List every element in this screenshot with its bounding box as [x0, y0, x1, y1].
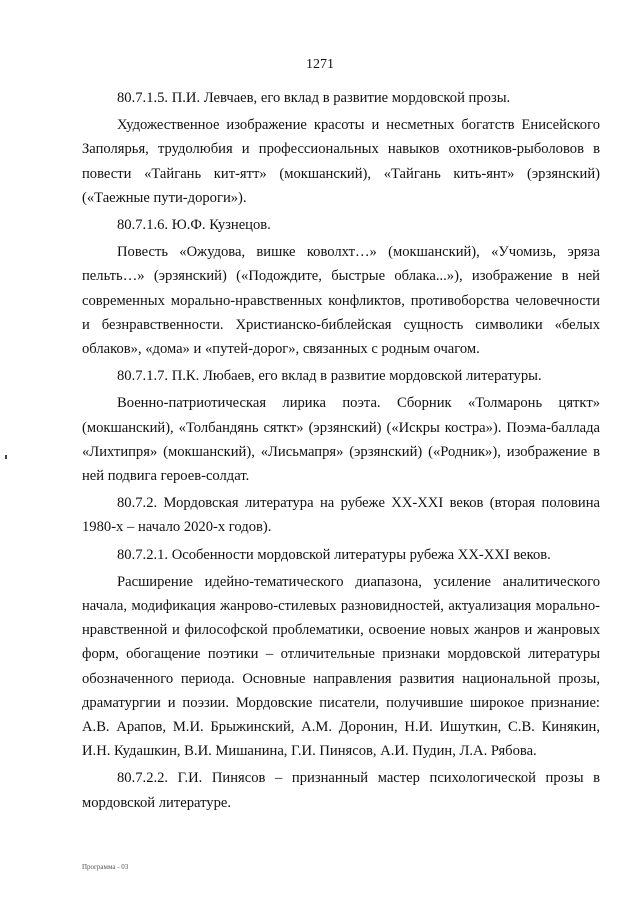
body-paragraph: Повесть «Ожудова, вишке коволхт…» (мокшанский), «Учомизь, эряза пельть…» (эрзянский) («Подождите, быстрые облака...»), изображение в ней современных морально-нравственных конфликтов, противоборства человечности и безнравственности. Христианско-библейская сущность символики «белых облаков», «дома» и «путей-дорог», связанных с родным очагом. [82, 244, 600, 358]
page-number: 1271 [306, 57, 334, 72]
page-footer: Программа - 03 [82, 863, 129, 871]
section-heading-80-7-2-2: 80.7.2.2. Г.И. Пинясов – признанный мастер психологической прозы в мордовской литературе. [82, 770, 600, 811]
body-paragraph: Расширение идейно-тематического диапазона, усиление аналитического начала, модификация жанрово-стилевых разновидностей, актуализация морально-нравственной и философской проблематики, освоение новых жанров и жанровых форм, обогащение поэтики – отличительные признаки мордовской литературы обозначенного периода. Основные направления развития национальной прозы, драматургии и поэзии. Мордовские писатели, получившие широкое признание: А.В. Арапов, М.И. Брыжинский, А.М. Доронин, Н.И. Ишуткин, С.В. Кинякин, И.Н. Кудашкин, В.И. Мишанина, Г.И. Пинясов, А.И. Пудин, Л.А. Рябова. [82, 573, 600, 760]
body-paragraph: Военно-патриотическая лирика поэта. Сборник «Толмаронь цяткт» (мокшанский), «Толбандянь сяткт» (эрзянский) («Искры костра»). Поэма-баллада «Лихтипря» (мокшанский), «Лисьмапря» (эрзянский) («Родник»), изображение в ней подвига героев-солдат. [82, 395, 600, 485]
section-heading-80-7-1-5: 80.7.1.5. П.И. Левчаев, его вклад в развитие мордовской прозы. [117, 90, 511, 106]
scan-mark [5, 455, 7, 459]
document-body [82, 86, 600, 815]
section-heading-80-7-1-6: 80.7.1.6. Ю.Ф. Кузнецов. [117, 217, 271, 234]
section-heading-80-7-2-1: 80.7.2.1. Особенности мордовской литературы рубежа XX-XXI веков. [117, 546, 551, 563]
section-heading-80-7-1-7: 80.7.1.7. П.К. Любаев, его вклад в развитие мордовской литературы. [117, 368, 542, 385]
body-paragraph: Художественное изображение красоты и несметных богатств Енисейского Заполярья, трудолюбия и профессиональных навыков охотников-рыболовов в повести «Тайгань кит-ятт» (мокшанский), «Тайгань кить-янт» (эрзянский) («Таежные пути-дороги»). [82, 117, 600, 206]
section-heading-80-7-2: 80.7.2. Мордовская литература на рубеже XX-XXI веков (вторая половина 1980-х – начало 2020-х годов). [82, 495, 600, 536]
